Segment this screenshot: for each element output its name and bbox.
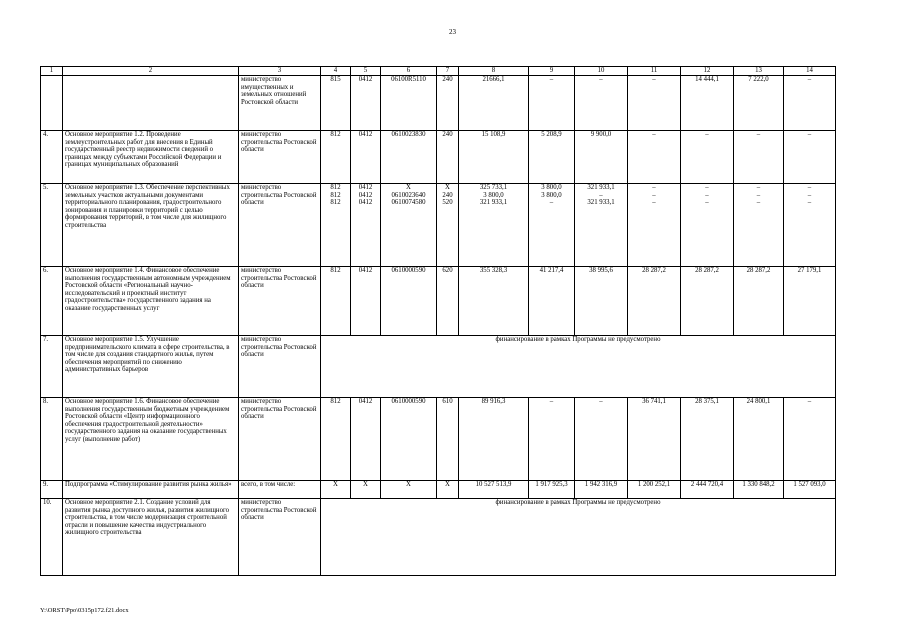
column-header: 1 xyxy=(41,67,63,76)
value-cell-y5 xyxy=(734,267,784,336)
cell-value: 812 xyxy=(330,199,341,207)
cell-value: 41 217,4 xyxy=(539,267,564,274)
cell-value: 0610074580 xyxy=(391,199,426,207)
column-header: 11 xyxy=(628,67,681,76)
cell-value: 06100R5110 xyxy=(391,76,426,83)
cell-value: 0610000590 xyxy=(391,267,426,274)
cell-value: 812 xyxy=(330,191,341,199)
cell-value: 321 933,1 xyxy=(587,199,615,207)
cell-value: X xyxy=(333,481,338,488)
value-cell-total xyxy=(459,481,529,499)
value-cell-y6 xyxy=(784,184,836,267)
value-cell-y2 xyxy=(575,76,628,131)
value-cell-y4 xyxy=(681,267,734,336)
row-number: 6. xyxy=(41,267,63,336)
cell-value: 0610023830 xyxy=(391,131,426,138)
value-cell-csr xyxy=(381,267,437,336)
cell-value: – xyxy=(652,191,656,199)
executor: министерство строительства Ростовской области xyxy=(239,184,321,267)
value-cell-y4 xyxy=(681,131,734,184)
value-cell-vr xyxy=(437,131,459,184)
cell-value: 815 xyxy=(330,76,341,83)
column-header: 8 xyxy=(459,67,529,76)
value-cell-vr xyxy=(437,184,459,267)
column-header: 13 xyxy=(734,67,784,76)
value-cell-csr xyxy=(381,398,437,481)
financing-note: финансирование в рамках Программы не предусмотрено xyxy=(321,336,836,398)
cell-value: – xyxy=(549,398,554,405)
cell-value: X xyxy=(406,184,411,191)
page-number: 23 xyxy=(449,28,456,36)
executor: министерство строительства Ростовской области xyxy=(239,267,321,336)
cell-value: X xyxy=(445,481,450,488)
cell-value: 812 xyxy=(330,398,341,405)
value-cell-grbs xyxy=(321,131,351,184)
value-cell-y1 xyxy=(529,398,575,481)
value-cell-y5 xyxy=(734,184,784,267)
column-header: 3 xyxy=(239,67,321,76)
cell-value: 520 xyxy=(442,199,453,207)
value-cell-rzpr xyxy=(351,398,381,481)
row-number: 10. xyxy=(41,499,63,576)
value-cell-grbs xyxy=(321,398,351,481)
financing-note: финансирование в рамках Программы не предусмотрено xyxy=(321,499,836,576)
value-cell-y1 xyxy=(529,184,575,267)
column-header: 2 xyxy=(63,67,239,76)
cell-value: 21666,1 xyxy=(482,76,505,83)
column-header: 6 xyxy=(381,67,437,76)
cell-value: 0610023640 xyxy=(391,191,426,199)
executor: министерство строительства Ростовской области xyxy=(239,131,321,184)
value-cell-y2 xyxy=(575,131,628,184)
cell-value: 36 741,1 xyxy=(642,398,666,405)
cell-value: 2 444 720,4 xyxy=(690,481,724,488)
cell-value: 28 287,2 xyxy=(746,267,771,274)
cell-value: 28 375,1 xyxy=(695,398,719,405)
cell-value: 0412 xyxy=(358,76,373,83)
executor: министерство имущественных и земельных отношений Ростовской области xyxy=(239,76,321,131)
value-cell-csr xyxy=(381,184,437,267)
cell-value: 3 800,0 xyxy=(483,191,504,199)
table-row xyxy=(41,76,836,131)
cell-value: 9 900,0 xyxy=(590,131,612,138)
value-cell-rzpr xyxy=(351,131,381,184)
value-cell-rzpr xyxy=(351,267,381,336)
row-number xyxy=(41,76,63,131)
cell-value: 38 995,6 xyxy=(589,267,613,274)
cell-value: – xyxy=(705,199,709,207)
value-cell-y3 xyxy=(628,267,681,336)
cell-value: 620 xyxy=(442,267,453,274)
value-cell-y4 xyxy=(681,398,734,481)
executor: министерство строительства Ростовской области xyxy=(239,499,321,576)
cell-value: – xyxy=(652,199,656,207)
cell-value: 0412 xyxy=(358,398,373,405)
cell-value: – xyxy=(652,184,656,191)
cell-value: 3 800,0 xyxy=(541,191,562,199)
value-cell-vr xyxy=(437,267,459,336)
row-number: 7. xyxy=(41,336,63,398)
activity-name: Основное мероприятие 1.6. Финансовое обеспечение выполнения государственным бюджетным учреждением Ростовской области «Центр информационного обеспечения градостроительной деятельности» государственного задания на оказание государственных услуг (выполнение работ) xyxy=(63,398,239,481)
value-cell-y5 xyxy=(734,131,784,184)
cell-value: – xyxy=(807,199,812,207)
column-header: 10 xyxy=(575,67,628,76)
cell-value: 3 800,0 xyxy=(541,184,562,191)
cell-value: 5 208,9 xyxy=(541,131,562,138)
activity-name xyxy=(63,76,239,131)
row-number: 5. xyxy=(41,184,63,267)
cell-value: – xyxy=(807,76,812,83)
value-cell-rzpr xyxy=(351,76,381,131)
cell-value: – xyxy=(652,76,656,83)
cell-value: – xyxy=(756,184,761,191)
activity-name: Основное мероприятие 1.5. Улучшение предпринимательского климата в сфере строительства, в том числе для создания стандартного жилья, путем обеспечения мероприятий по снижению административных барьеров xyxy=(63,336,239,398)
cell-value: 28 287,2 xyxy=(695,267,719,274)
cell-value: X xyxy=(445,184,450,191)
cell-value: – xyxy=(599,76,603,83)
table-row xyxy=(41,336,836,398)
table-row xyxy=(41,499,836,576)
cell-value: – xyxy=(756,199,761,207)
cell-value: 14 444,1 xyxy=(695,76,719,83)
cell-value: – xyxy=(807,184,812,191)
cell-value: – xyxy=(705,184,709,191)
header-row xyxy=(41,67,836,76)
value-cell-y2 xyxy=(575,184,628,267)
value-cell-y2 xyxy=(575,481,628,499)
value-cell-total xyxy=(459,131,529,184)
cell-value: – xyxy=(599,398,603,405)
value-cell-y2 xyxy=(575,398,628,481)
cell-value: 321 933,1 xyxy=(587,184,615,191)
cell-value: 325 733,1 xyxy=(479,184,508,191)
cell-value: 15 108,9 xyxy=(481,131,506,138)
cell-value: – xyxy=(549,199,554,207)
value-cell-csr xyxy=(381,131,437,184)
cell-value: 0412 xyxy=(358,191,373,199)
table-row xyxy=(41,481,836,499)
executor: министерство строительства Ростовской области xyxy=(239,398,321,481)
cell-value: – xyxy=(807,398,812,405)
cell-value: X xyxy=(406,481,411,488)
value-cell-total xyxy=(459,398,529,481)
cell-value: 240 xyxy=(442,191,453,199)
cell-value: 1 200 252,1 xyxy=(637,481,671,488)
column-header: 14 xyxy=(784,67,836,76)
budget-table xyxy=(40,66,836,576)
executor: всего, в том числе: xyxy=(239,481,321,499)
cell-value: 355 328,3 xyxy=(479,267,508,274)
value-cell-grbs xyxy=(321,481,351,499)
cell-value: 0412 xyxy=(358,184,373,191)
cell-value: 812 xyxy=(330,267,341,274)
row-number: 9. xyxy=(41,481,63,499)
value-cell-y1 xyxy=(529,481,575,499)
column-header: 12 xyxy=(681,67,734,76)
activity-name: Основное мероприятие 1.3. Обеспечение перспективных земельных участков актуальными документами территориального планирования, градостроительного зонирования и планировки территорий с целью формирования территорий, в том числе для жилищного строительства xyxy=(63,184,239,267)
cell-value: – xyxy=(705,191,709,199)
activity-name: Основное мероприятие 2.1. Создание условий для развития рынка доступного жилья, развития жилищного строительства, в том числе модернизация строительной отрасли и повышение качества индустриального жилищного строительства xyxy=(63,499,239,576)
cell-value: – xyxy=(549,76,554,83)
value-cell-y4 xyxy=(681,184,734,267)
table-row xyxy=(41,131,836,184)
cell-value: 28 287,2 xyxy=(642,267,666,274)
value-cell-vr xyxy=(437,76,459,131)
value-cell-rzpr xyxy=(351,184,381,267)
cell-value: 0412 xyxy=(358,131,373,138)
value-cell-rzpr xyxy=(351,481,381,499)
value-cell-y4 xyxy=(681,76,734,131)
table-row xyxy=(41,398,836,481)
cell-value: – xyxy=(756,191,761,199)
column-header: 4 xyxy=(321,67,351,76)
value-cell-y3 xyxy=(628,398,681,481)
value-cell-csr xyxy=(381,481,437,499)
cell-value: 1 942 316,9 xyxy=(584,481,618,488)
value-cell-y6 xyxy=(784,481,836,499)
value-cell-y3 xyxy=(628,76,681,131)
cell-value: 0412 xyxy=(358,267,373,274)
value-cell-y6 xyxy=(784,76,836,131)
cell-value: X xyxy=(363,481,368,488)
table-row xyxy=(41,267,836,336)
value-cell-total xyxy=(459,267,529,336)
value-cell-total xyxy=(459,184,529,267)
cell-value: – xyxy=(807,131,812,138)
cell-value: – xyxy=(652,131,656,138)
column-header: 7 xyxy=(437,67,459,76)
column-header: 5 xyxy=(351,67,381,76)
value-cell-vr xyxy=(437,481,459,499)
cell-value: – xyxy=(705,131,709,138)
value-cell-y3 xyxy=(628,481,681,499)
row-number: 4. xyxy=(41,131,63,184)
cell-value: 0412 xyxy=(358,199,373,207)
value-cell-grbs xyxy=(321,267,351,336)
activity-name: Основное мероприятие 1.2. Проведение землеустроительных работ для внесения в Единый государственный реестр недвижимости сведений о границах между субъектами Российской Федерации и границах муниципальных образований xyxy=(63,131,239,184)
cell-value: – xyxy=(756,131,761,138)
value-cell-y1 xyxy=(529,131,575,184)
cell-value: 10 527 513,9 xyxy=(475,481,512,488)
value-cell-y5 xyxy=(734,398,784,481)
activity-name: Основное мероприятие 1.4. Финансовое обеспечение выполнения государственным автономным учреждением Ростовской области «Региональный научно-исследовательский и проектный институт градостроительства» государственного задания на оказание государственных услуг xyxy=(63,267,239,336)
value-cell-y3 xyxy=(628,131,681,184)
value-cell-y1 xyxy=(529,76,575,131)
column-header: 9 xyxy=(529,67,575,76)
value-cell-y2 xyxy=(575,267,628,336)
value-cell-y1 xyxy=(529,267,575,336)
cell-value: 89 916,3 xyxy=(481,398,506,405)
value-cell-total xyxy=(459,76,529,131)
cell-value: 812 xyxy=(330,184,341,191)
cell-value: 1 527 093,0 xyxy=(793,481,826,488)
cell-value: 240 xyxy=(442,76,453,83)
cell-value: – xyxy=(807,191,812,199)
cell-value: 0610000590 xyxy=(391,398,426,405)
table-row xyxy=(41,184,836,267)
cell-value: 812 xyxy=(330,131,341,138)
cell-value: 27 179,1 xyxy=(797,267,822,274)
value-cell-y4 xyxy=(681,481,734,499)
value-cell-y5 xyxy=(734,481,784,499)
executor: министерство строительства Ростовской области xyxy=(239,336,321,398)
value-cell-y5 xyxy=(734,76,784,131)
cell-value: 610 xyxy=(442,398,453,405)
file-path-footer: Y:\ORST\Ppo\0315p172.f21.docx xyxy=(40,607,129,614)
value-cell-y6 xyxy=(784,131,836,184)
cell-value: 24 800,1 xyxy=(746,398,771,405)
cell-value: 1 917 925,3 xyxy=(535,481,568,488)
value-cell-grbs xyxy=(321,184,351,267)
row-number: 8. xyxy=(41,398,63,481)
value-cell-grbs xyxy=(321,76,351,131)
activity-name: Подпрограмма «Стимулирование развития рынка жилья» xyxy=(63,481,239,499)
cell-value: 321 933,1 xyxy=(479,199,508,207)
value-cell-y6 xyxy=(784,267,836,336)
cell-value: 240 xyxy=(442,131,453,138)
value-cell-y3 xyxy=(628,184,681,267)
value-cell-csr xyxy=(381,76,437,131)
value-cell-vr xyxy=(437,398,459,481)
value-cell-y6 xyxy=(784,398,836,481)
cell-value: 1 330 848,2 xyxy=(742,481,775,488)
cell-value: – xyxy=(599,191,603,199)
cell-value: 7 222,0 xyxy=(748,76,769,83)
